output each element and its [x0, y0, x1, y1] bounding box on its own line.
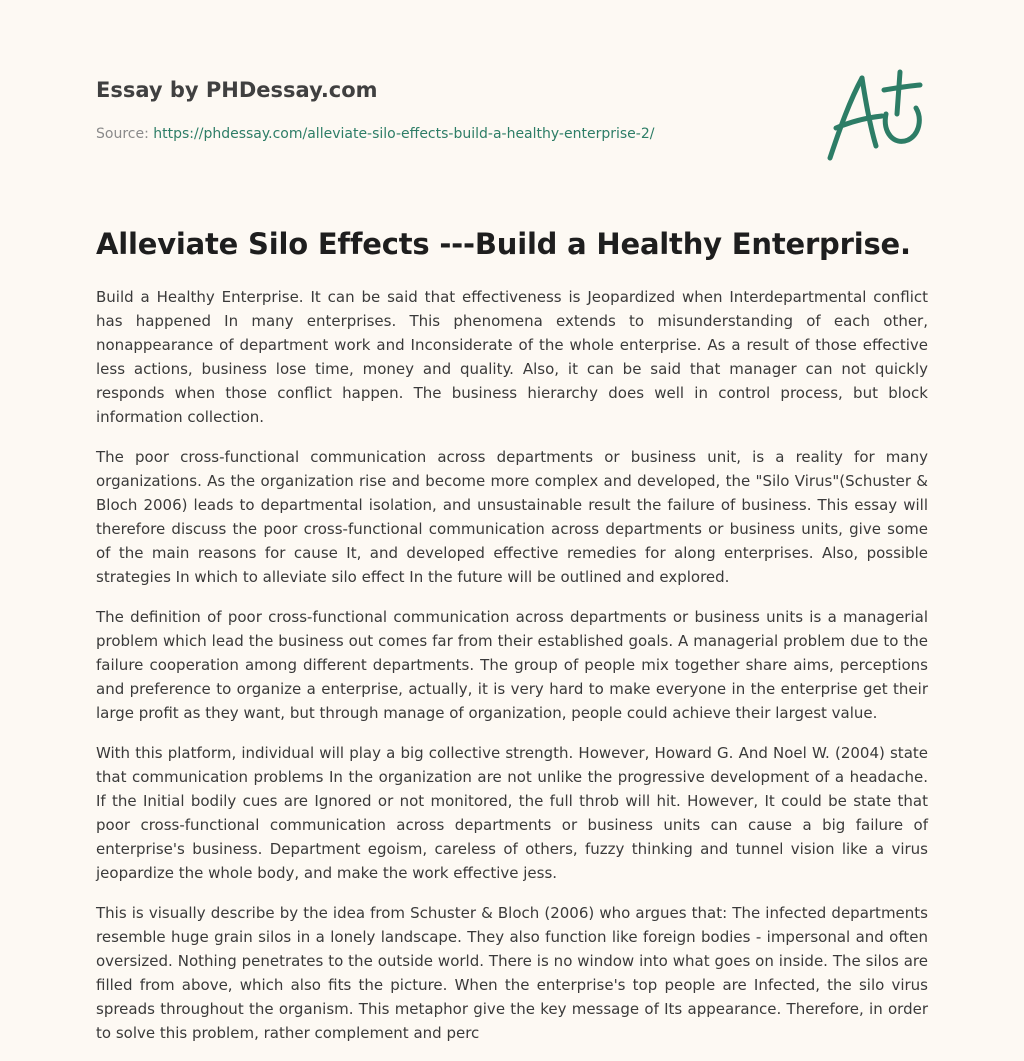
source-link[interactable]: https://phdessay.com/alleviate-silo-effects-build-a-healthy-enterprise-2/: [153, 126, 655, 142]
a-plus-grade-icon: [820, 66, 930, 166]
essay-paragraph: With this platform, individual will play a big collective strength. However, Howard G. And Noel W. (2004) state that communication problems In the organization are not unlike the progressive development of a headache. If the Initial bodily cues are Ignored or not monitored, the full throb will hit. However, It could be state that poor cross-functional communication across departments or business units can cause a big failure of enterprise's business. Department egoism, careless of others, fuzzy thinking and tunnel vision like a virus jeopardize the whole body, and make the work effective jess.: [96, 744, 928, 882]
source-line: [96, 124, 796, 144]
essay-paragraph: The definition of poor cross-functional communication across departments or business units is a managerial problem which lead the business out comes far from their established goals. A managerial problem due to the failure cooperation among different departments. The group of people mix together share aims, perceptions and preference to organize a enterprise, actually, it is very hard to make everyone in the enterprise get their large profit as they want, but through manage of organization, people could achieve their largest value.: [96, 608, 928, 722]
essay-paragraph: This is visually describe by the idea from Schuster & Bloch (2006) who argues that: The infected departments resemble huge grain silos in a lonely landscape. They also function like foreign bodies - impersonal and often oversized. Nothing penetrates to the outside world. There is no window into what goes on inside. The silos are filled from above, which also fits the picture. When the enterprise's top people are Infected, the silo virus spreads throughout the organism. This metaphor give the key message of Its appearance. Therefore, in order to solve this problem, rather complement and perc: [96, 904, 928, 1042]
essay-header: [96, 76, 796, 144]
site-brand: Essay by PHDessay.com: [96, 78, 378, 102]
essay-paragraph: The poor cross-functional communication across departments or business unit, is a reality for many organizations. As the organization rise and become more complex and developed, the "Silo Virus"(Schuster & Bloch 2006) leads to departmental isolation, and unsustainable result the failure of business. This essay will therefore discuss the poor cross-functional communication across departments or business units, give some of the main reasons for cause It, and developed effective remedies for along enterprises. Also, possible strategies In which to alleviate silo effect In the future will be outlined and explored.: [96, 448, 928, 586]
essay-title: Alleviate Silo Effects ---Build a Healthy Enterprise.: [96, 227, 911, 261]
source-label: Source:: [96, 126, 149, 142]
essay-paragraph: Build a Healthy Enterprise. It can be said that effectiveness is Jeopardized when Interdepartmental conflict has happened In many enterprises. This phenomena extends to misunderstanding of each other, nonappearance of department work and Inconsiderate of the whole enterprise. As a result of those effective less actions, business lose time, money and quality. Also, it can be said that manager can not quickly responds when those conflict happen. The business hierarchy does well in control process, but block information collection.: [96, 288, 928, 426]
essay-body: [96, 285, 928, 1061]
